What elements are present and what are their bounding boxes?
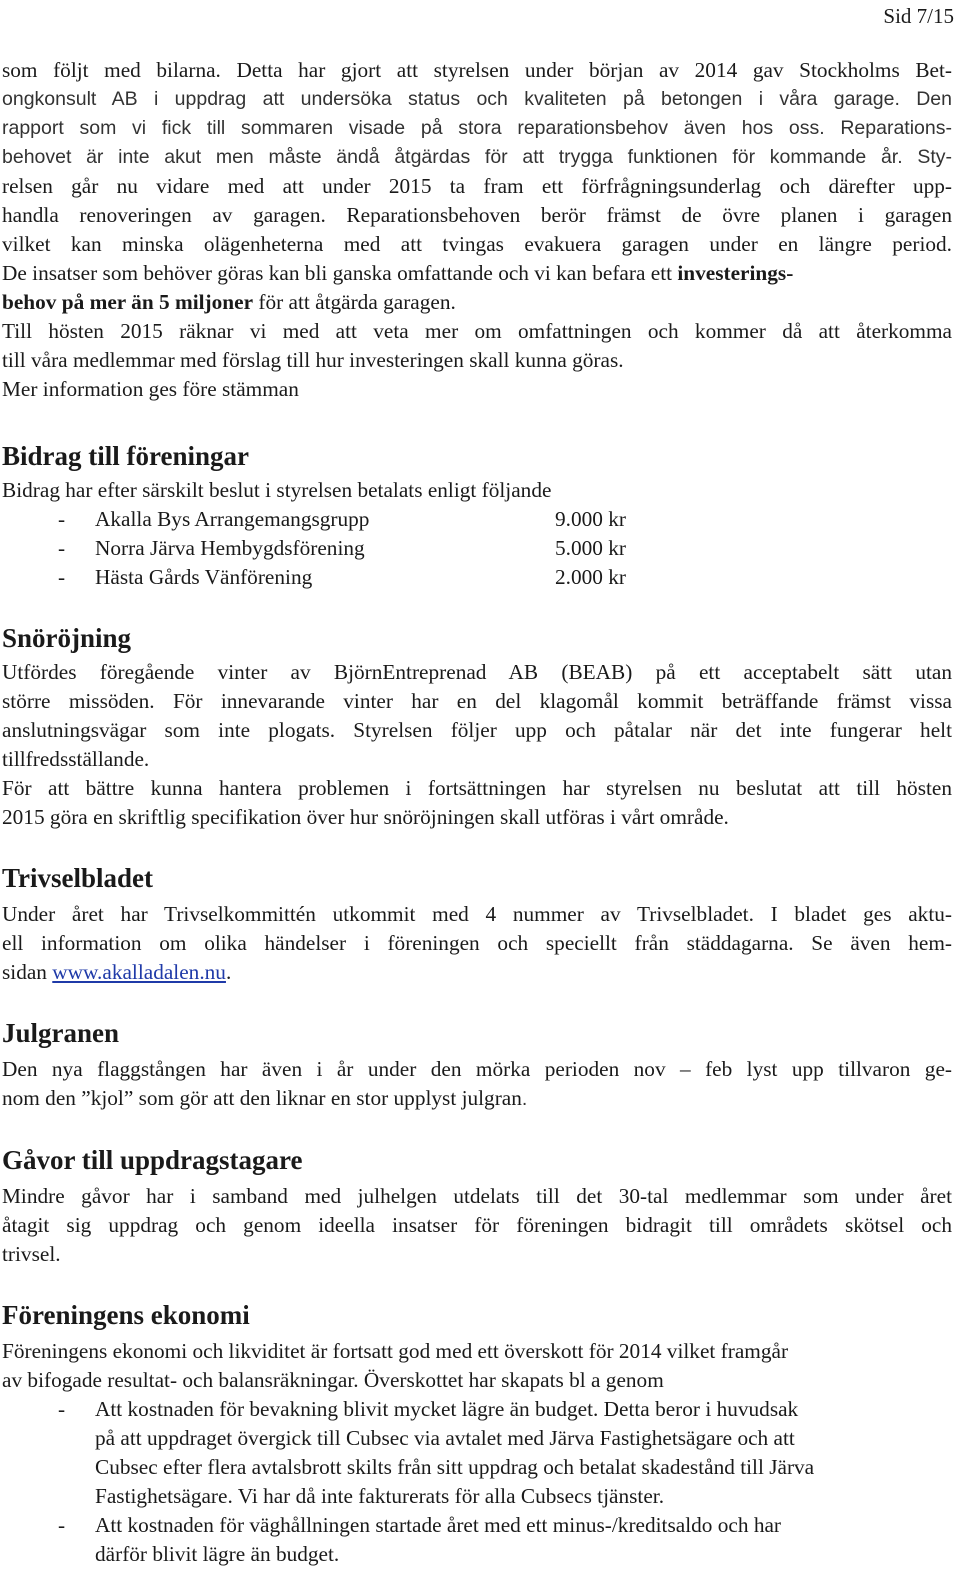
text-line: tillfredsställande. [2, 747, 150, 771]
grant-organization: Norra Järva Hembygdsförening [95, 536, 365, 560]
text-line: därför blivit lägre än budget. [95, 1542, 340, 1566]
list-dash: - [58, 565, 66, 589]
snow-paragraph [2, 658, 952, 832]
section-heading-grants: Bidrag till föreningar [2, 441, 249, 471]
list-dash: - [58, 1513, 66, 1537]
grant-amount: 5.000 kr [555, 536, 626, 560]
list-dash: - [58, 536, 66, 560]
text-line: vilket kan minska olägenheterna med att tvingas evakuera garagen under en längre period. [2, 232, 952, 256]
text-line: trivsel. [2, 1242, 61, 1266]
text-line: Till hösten 2015 räknar vi med att veta mer om omfattningen och kommer då att återkomma [2, 319, 952, 343]
text-line: Cubsec efter flera avtalsbrott skilts från sitt uppdrag och betalat skadestånd till Järva [95, 1455, 815, 1479]
list-item [2, 1511, 952, 1569]
investment-need-bold: investerings- [677, 261, 794, 285]
text-fragment: nom den ”kjol” som gör att den liknar en stor upplyst julgran [2, 1086, 522, 1110]
economy-intro [2, 1337, 952, 1395]
page-content [2, 56, 952, 1569]
text-line: Utfördes föregående vinter av BjörnEntreprenad AB (BEAB) på ett acceptabelt sätt utan [2, 660, 952, 684]
grants-intro [2, 476, 952, 505]
text-line: Fastighetsägare. Vi har då inte fakturerats för alla Cubsecs tjänster. [95, 1484, 665, 1508]
text-line: på att uppdraget övergick till Cubsec via avtalet med Järva Fastighetsägare och att [95, 1426, 795, 1450]
text-line: av bifogade resultat- och balansräkningar. Överskottet har skapats bl a genom [2, 1368, 664, 1392]
list-item [2, 563, 952, 592]
text-line: 2015 göra en skriftlig specifikation över hur snöröjningen skall utföras i vårt område. [2, 805, 729, 829]
text-line: Mindre gåvor har i samband med julhelgen utdelats till det 30-tal medlemmar som under året [2, 1184, 952, 1208]
section-heading-gifts: Gåvor till uppdragstagare [2, 1145, 303, 1175]
text-line [2, 1084, 952, 1114]
text-line: åtagit sig uppdrag och genom ideella insatser för föreningen bidragit till områdets skötsel och [2, 1213, 952, 1237]
trivsel-paragraph [2, 900, 952, 987]
list-item [2, 1395, 952, 1511]
text-line: Under året har Trivselkommittén utkommit med 4 nummer av Trivselbladet. I bladet ges aktu- [2, 902, 952, 926]
text-line: ell information om olika händelser i föreningen och speciellt från städdagarna. Se även hem- [2, 931, 952, 955]
text-line: Bidrag har efter särskilt beslut i styrelsen betalats enligt följande [2, 478, 552, 502]
text-fragment: för att åtgärda garagen. [253, 290, 456, 314]
text-fragment: . [225, 960, 232, 984]
text-line: ongkonsult AB i uppdrag att undersöka status och kvaliteten på betongen i våra garage. Den [2, 88, 952, 110]
text-line: till våra medlemmar med förslag till hur investeringen skall kunna göras. [2, 348, 624, 372]
section-heading-economy: Föreningens ekonomi [2, 1300, 250, 1330]
text-line: Den nya flaggstången har även i år under den mörka perioden nov – feb lyst upp tillvaron ge- [2, 1057, 952, 1081]
grant-amount: 2.000 kr [555, 565, 626, 589]
page-number: Sid 7/15 [883, 4, 954, 28]
investment-need-bold: behov på mer än 5 miljoner [2, 290, 254, 314]
text-line: För att bättre kunna hantera problemen i fortsättningen har styrelsen nu beslutat att till hösten [2, 776, 952, 800]
text-line: rapport som vi fick till sommaren visade på stora reparationsbehov även hos oss. Reparations- [2, 117, 952, 139]
text-line [2, 259, 952, 288]
section-heading-julgranen: Julgranen [2, 1018, 120, 1048]
text-line: Att kostnaden för bevakning blivit mycket lägre än budget. Detta beror i huvudsak [95, 1397, 799, 1421]
list-dash: - [58, 507, 66, 531]
text-line: Mer information ges före stämman [2, 377, 299, 401]
text-fragment: . [521, 1088, 528, 1110]
gifts-paragraph [2, 1182, 952, 1269]
text-line: handla renoveringen av garagen. Reparationsbehoven berör främst de övre planen i garagen [2, 203, 952, 227]
text-line: större missöden. För innevarande vinter har en del klagomål kommit beträffande främst vissa [2, 689, 952, 713]
section-heading-trivselbladet: Trivselbladet [2, 863, 153, 893]
section-heading-snow: Snöröjning [2, 623, 132, 653]
website-link[interactable]: www.akalladalen.nu [52, 960, 226, 984]
text-line: Att kostnaden för väghållningen startade året med ett minus-/kreditsaldo och har [95, 1513, 782, 1537]
text-line: Föreningens ekonomi och likviditet är fortsatt god med ett överskott för 2014 vilket framgår [2, 1339, 789, 1363]
grants-list [2, 505, 952, 592]
text-line: behovet är inte akut men måste ändå åtgärdas för att trygga funktionen för kommande år. Sty- [2, 146, 952, 168]
julgran-paragraph [2, 1055, 952, 1114]
list-dash: - [58, 1397, 66, 1421]
economy-list [2, 1395, 952, 1569]
grant-organization: Hästa Gårds Vänförening [95, 565, 313, 589]
text-line: anslutningsvägar som inte plogats. Styrelsen följer upp och påtalar när det inte fungerar helt [2, 718, 952, 742]
text-line [2, 288, 952, 317]
text-fragment: sidan [2, 960, 53, 984]
grant-organization: Akalla Bys Arrangemangsgrupp [95, 507, 370, 531]
garage-paragraph [2, 56, 952, 404]
list-item [2, 505, 952, 534]
text-line: som följt med bilarna. Detta har gjort att styrelsen under början av 2014 gav Stockholms Bet- [2, 58, 952, 82]
list-item [2, 534, 952, 563]
text-line: relsen går nu vidare med att under 2015 ta fram ett förfrågningsunderlag och därefter upp- [2, 174, 952, 198]
grant-amount: 9.000 kr [555, 507, 626, 531]
text-fragment: De insatser som behöver göras kan bli ganska omfattande och vi kan befara ett [2, 261, 678, 285]
text-line [2, 958, 952, 987]
